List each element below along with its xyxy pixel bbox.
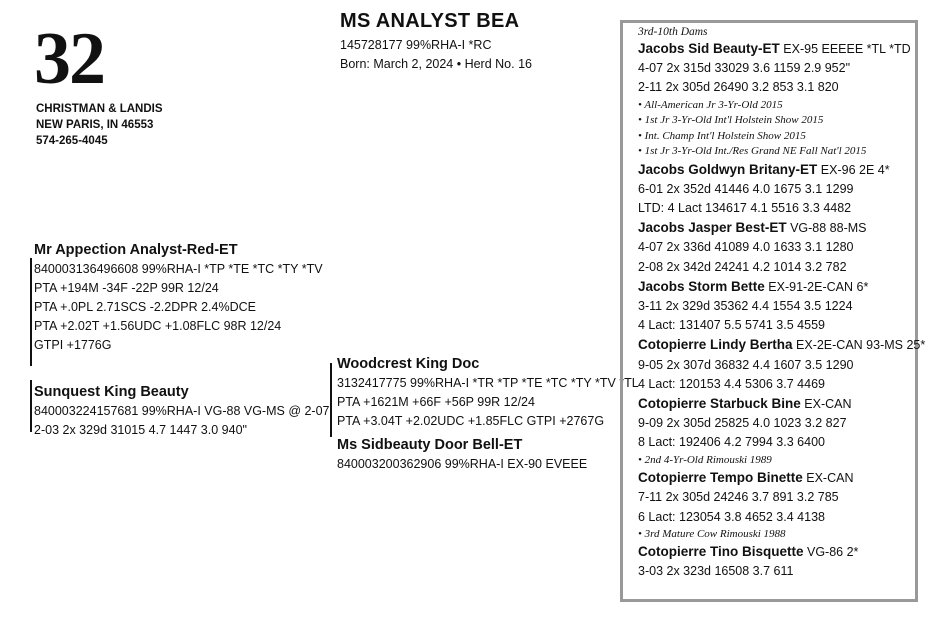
sire-line: GTPI +1776G [34, 338, 112, 352]
dam-entry-name-line [638, 335, 926, 355]
dam-entry-classification: EX-CAN [804, 397, 852, 412]
animal-born-line: Born: March 2, 2024 • Herd No. 16 [340, 57, 532, 71]
dam-name: Sunquest King Beauty [34, 384, 189, 400]
dam-entry-record: 6-01 2x 352d 41446 4.0 1675 3.1 1299 [638, 181, 854, 196]
dam-entry-record: 2-08 2x 342d 24241 4.2 1014 3.2 782 [638, 259, 847, 274]
dam-entry-name-line [638, 394, 918, 414]
dam-entry-name-line [638, 218, 918, 238]
maternal-grandsire-name: Woodcrest King Doc [337, 356, 480, 372]
dam-entry-record: 7-11 2x 305d 24246 3.7 891 3.2 785 [638, 490, 839, 505]
dam-entry-classification: EX-96 2E 4* [820, 162, 890, 177]
dam-entry-note: • 1st Jr 3-Yr-Old Int'l Holstein Show 2015 [638, 114, 824, 127]
dam-entry-name: Jacobs Goldwyn Britany-ET [638, 161, 818, 177]
sire-block [34, 241, 323, 355]
dam-entry-name: Jacobs Storm Bette [638, 278, 765, 294]
maternal-granddam-name: Ms Sidbeauty Door Bell-ET [337, 437, 523, 453]
sire-name: Mr Appection Analyst-Red-ET [34, 242, 238, 258]
maternal-grandsire-line: PTA +1621M +66F +56P 99R 12/24 [337, 395, 535, 409]
dam-entry-record: 4 Lact: 131407 5.5 5741 3.5 4559 [638, 318, 825, 333]
pedigree-line-mgs [330, 363, 332, 437]
pedigree-line-sire [30, 258, 32, 366]
animal-details [340, 36, 532, 74]
dam-line: 840003224157681 99%RHA-I VG-88 VG-MS @ 2-07 [34, 404, 330, 418]
maternal-grandsire-block [337, 355, 639, 431]
dam-entry-name-line [638, 468, 918, 488]
consignor-city: NEW PARIS, IN 46553 [36, 119, 154, 131]
dam-entry-name-line [638, 39, 918, 59]
dam-entry-record: 2-11 2x 305d 26490 3.2 853 3.1 820 [638, 80, 839, 95]
maternal-grandsire-line: PTA +3.04T +2.02UDC +1.85FLC GTPI +2767G [337, 414, 605, 428]
dam-entry-name-line [638, 160, 918, 180]
dam-entry-name-line [638, 542, 918, 562]
dam-entry-classification: EX-2E-CAN 93-MS 25* [796, 338, 926, 353]
consignor-block [36, 101, 163, 149]
dam-entry-name-line [638, 277, 918, 297]
dam-line: 2-03 2x 329d 31015 4.7 1447 3.0 940" [34, 423, 247, 437]
dam-entry-name: Cotopierre Lindy Bertha [638, 337, 793, 353]
dam-entry-name: Cotopierre Starbuck Bine [638, 396, 801, 412]
animal-name: MS ANALYST BEA [340, 10, 520, 32]
sire-line: 840003136496608 99%RHA-I *TP *TE *TC *TY *TV [34, 262, 323, 276]
dam-entry-record: 3-11 2x 329d 35362 4.4 1554 3.5 1224 [638, 299, 853, 314]
dam-entry-note: • 3rd Mature Cow Rimouski 1988 [638, 527, 786, 540]
sire-line: PTA +2.02T +1.56UDC +1.08FLC 98R 12/24 [34, 319, 282, 333]
sire-line: PTA +.0PL 2.71SCS -2.2DPR 2.4%DCE [34, 300, 256, 314]
animal-id-line: 145728177 99%RHA-I *RC [340, 38, 492, 52]
dam-entry-record: 4-07 2x 336d 41089 4.0 1633 3.1 1280 [638, 240, 854, 255]
dam-entry-classification: EX-CAN [806, 471, 854, 486]
consignor-name: CHRISTMAN & LANDIS [36, 103, 163, 115]
dam-entry-name: Cotopierre Tempo Binette [638, 470, 803, 486]
dam-entry-classification: EX-91-2E-CAN 6* [768, 279, 869, 294]
dams-list [638, 25, 926, 582]
dam-entry-name: Jacobs Sid Beauty-ET [638, 41, 780, 56]
dam-entry-note: • 1st Jr 3-Yr-Old Int./Res Grand NE Fall Nat'l 2015 [638, 145, 867, 158]
dam-entry-record: LTD: 4 Lact 134617 4.1 5516 3.3 4482 [638, 201, 852, 216]
dams-header: 3rd-10th Dams [638, 26, 708, 38]
dam-entry-record: 9-05 2x 307d 36832 4.4 1607 3.5 1290 [638, 357, 854, 372]
dam-entry-note: • All-American Jr 3-Yr-Old 2015 [638, 98, 783, 111]
dam-block [34, 383, 330, 440]
dam-entry-record: 4-07 2x 315d 33029 3.6 1159 2.9 952" [638, 61, 851, 76]
dam-entry-name: Jacobs Jasper Best-ET [638, 220, 787, 236]
dam-entry-note: • 2nd 4-Yr-Old Rimouski 1989 [638, 453, 772, 466]
dam-entry-record: 6 Lact: 123054 3.8 4652 3.4 4138 [638, 509, 825, 524]
dam-entry-record: 3-03 2x 323d 16508 3.7 611 [638, 564, 794, 579]
dam-entry-record: 9-09 2x 305d 25825 4.0 1023 3.2 827 [638, 416, 847, 431]
maternal-granddam-block [337, 436, 587, 474]
dam-entry-note: • Int. Champ Int'l Holstein Show 2015 [638, 129, 806, 142]
pedigree-line-dam [30, 380, 32, 432]
lot-number: 32 [34, 18, 104, 100]
maternal-granddam-line: 840003200362906 99%RHA-I EX-90 EVEEE [337, 457, 588, 471]
dam-entry-classification: VG-86 2* [807, 545, 859, 560]
dam-entry-classification: VG-88 88-MS [790, 221, 867, 236]
sire-line: PTA +194M -34F -22P 99R 12/24 [34, 281, 219, 295]
dam-entry-record: 4 Lact: 120153 4.4 5306 3.7 4469 [638, 376, 825, 391]
dam-entry-classification: EX-95 EEEEE *TL *TD [783, 42, 911, 56]
consignor-phone: 574-265-4045 [36, 135, 108, 147]
dam-entry-name: Cotopierre Tino Bisquette [638, 544, 804, 560]
maternal-grandsire-line: 3132417775 99%RHA-I *TR *TP *TE *TC *TY *TV *TL [337, 376, 639, 390]
dam-entry-record: 8 Lact: 192406 4.2 7994 3.3 6400 [638, 435, 825, 450]
